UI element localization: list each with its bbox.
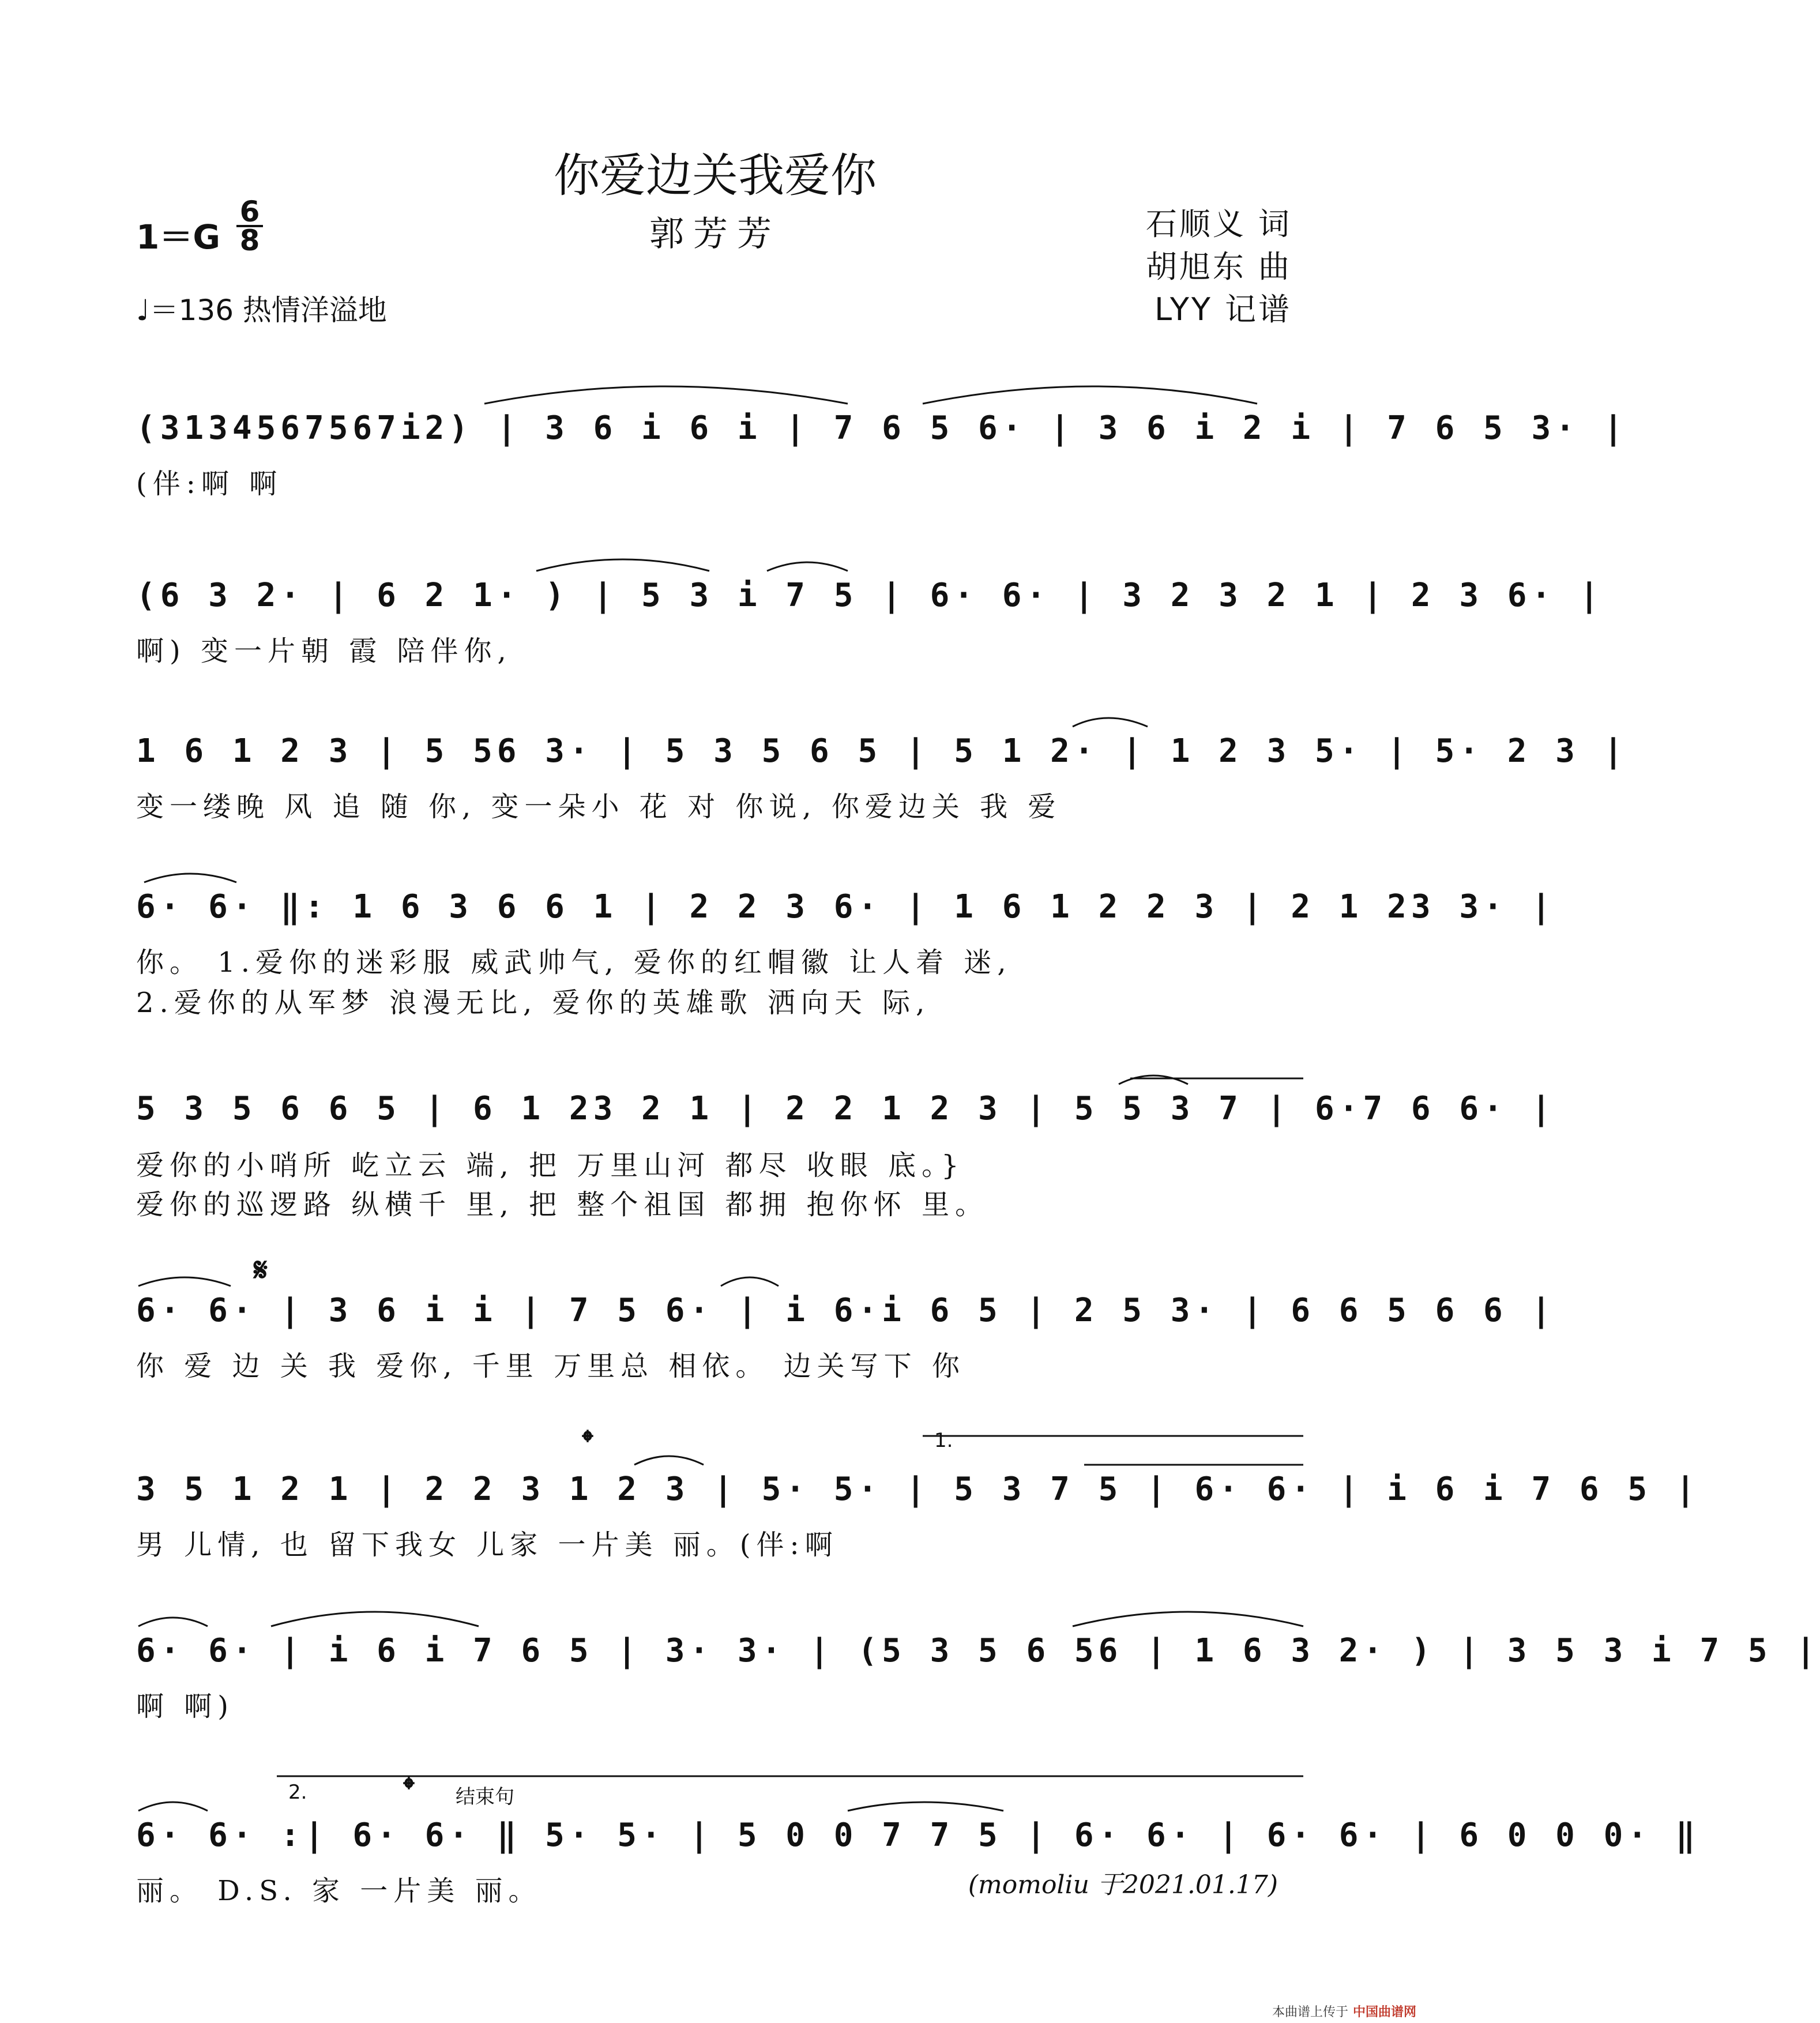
first-ending-label: 1. <box>934 1429 953 1452</box>
transcription-signature: (momoliu 于2021.01.17) <box>968 1870 1278 1900</box>
system-1-notes: (3134567567i2) | 3 6 i 6 i | 7 6 5 6· | 3 6 i 2 i | 7 6 5 3· | <box>136 409 1628 447</box>
coda-label: 结束句 <box>456 1785 514 1808</box>
meter-top: 6 <box>239 195 260 228</box>
credits <box>1146 203 1292 331</box>
footer-brand: 中国曲谱网 <box>1352 2005 1416 2020</box>
coda-mark-2: 𝄌 <box>404 1772 414 1806</box>
system-9-lyrics: 丽。 D.S. 家 一片美 丽。 <box>136 1875 542 1907</box>
score-title: 你爱边关我爱你 <box>554 149 877 202</box>
tempo-marking: ♩＝136 热情洋溢地 <box>136 294 387 327</box>
system-2-notes: (6 3 2· | 6 2 1· ) | 5 3 i 7 5 | 6· 6· | 3 2 3 2 1 | 2 3 6· | <box>136 577 1604 614</box>
system-2-lyrics: 啊) 变一片朝 霞 陪伴你, <box>136 635 512 667</box>
composer: 胡旭东 曲 <box>1145 249 1292 285</box>
key-signature: 1＝G <box>136 217 220 257</box>
system-3-lyrics: 变一缕晚 风 追 随 你, 变一朵小 花 对 你说, 你爱边关 我 爱 <box>136 791 1062 823</box>
system-8-notes: 6· 6· | i 6 i 7 6 5 | 3· 3· | (5 3 5 6 56 | 1 6 3 2· ) | 3 5 3 i 7 5 | <box>136 1632 1820 1669</box>
system-4-lyrics-verse-1: 你。 1.爱你的迷彩服 威武帅气, 爱你的红帽徽 让人着 迷, <box>136 946 1012 979</box>
segno-mark: 𝄋 <box>254 1251 268 1289</box>
second-ending-label: 2. <box>288 1781 307 1804</box>
system-9-notes: 6· 6· :| 6· 6· ‖ 5· 5· | 5 0 0 7 7 5 | 6· 6· | 6· 6· | 6 0 0 0· ‖ <box>136 1817 1700 1854</box>
footer <box>1272 2002 1416 2020</box>
transcriber: LYY 记谱 <box>1154 291 1292 328</box>
system-5-notes: 5 3 5 6 6 5 | 6 1 23 2 1 | 2 2 1 2 3 | 5 5 3 7 | 6·7 6 6· | <box>136 1090 1556 1127</box>
system-4-notes: 6· 6· ‖: 1 6 3 6 6 1 | 2 2 3 6· | 1 6 1 2 2 3 | 2 1 23 3· | <box>136 888 1556 926</box>
system-1-lyrics: (伴:啊 啊 <box>136 468 283 500</box>
system-3-notes: 1 6 1 2 3 | 5 56 3· | 5 3 5 6 5 | 5 1 2· | 1 2 3 5· | 5· 2 3 | <box>136 732 1628 770</box>
time-signature <box>236 195 263 257</box>
system-5-lyrics-verse-1: 爱你的小哨所 屹立云 端, 把 万里山河 都尽 收眼 底。} <box>136 1149 965 1182</box>
lyricist: 石顺义 词 <box>1145 206 1292 242</box>
footer-text: 本曲谱上传于 <box>1272 2005 1348 2020</box>
system-7-notes: 3 5 1 2 1 | 2 2 3 1 2 3 | 5· 5· | 5 3 7 5 | 6· 6· | i 6 i 7 6 5 | <box>136 1471 1700 1508</box>
system-7-lyrics: 男 儿情, 也 留下我女 儿家 一片美 丽。(伴:啊 <box>136 1529 838 1561</box>
meter-bottom: 8 <box>236 225 263 254</box>
system-4-lyrics-verse-2: 2.爱你的从军梦 浪漫无比, 爱你的英雄歌 洒向天 际, <box>136 987 931 1019</box>
singer-name: 郭芳芳 <box>649 214 781 254</box>
coda-mark: 𝄌 <box>582 1424 593 1459</box>
system-6-lyrics: 你 爱 边 关 我 爱你, 千里 万里总 相依。 边关写下 你 <box>136 1350 965 1382</box>
system-8-lyrics: 啊 啊) <box>136 1690 234 1723</box>
system-5-lyrics-verse-2: 爱你的巡逻路 纵横千 里, 把 整个祖国 都拥 抱你怀 里。 <box>136 1189 989 1221</box>
system-6-notes: 6· 6· | 3 6 i i | 7 5 6· | i 6·i 6 5 | 2 5 3· | 6 6 5 6 6 | <box>136 1292 1556 1329</box>
